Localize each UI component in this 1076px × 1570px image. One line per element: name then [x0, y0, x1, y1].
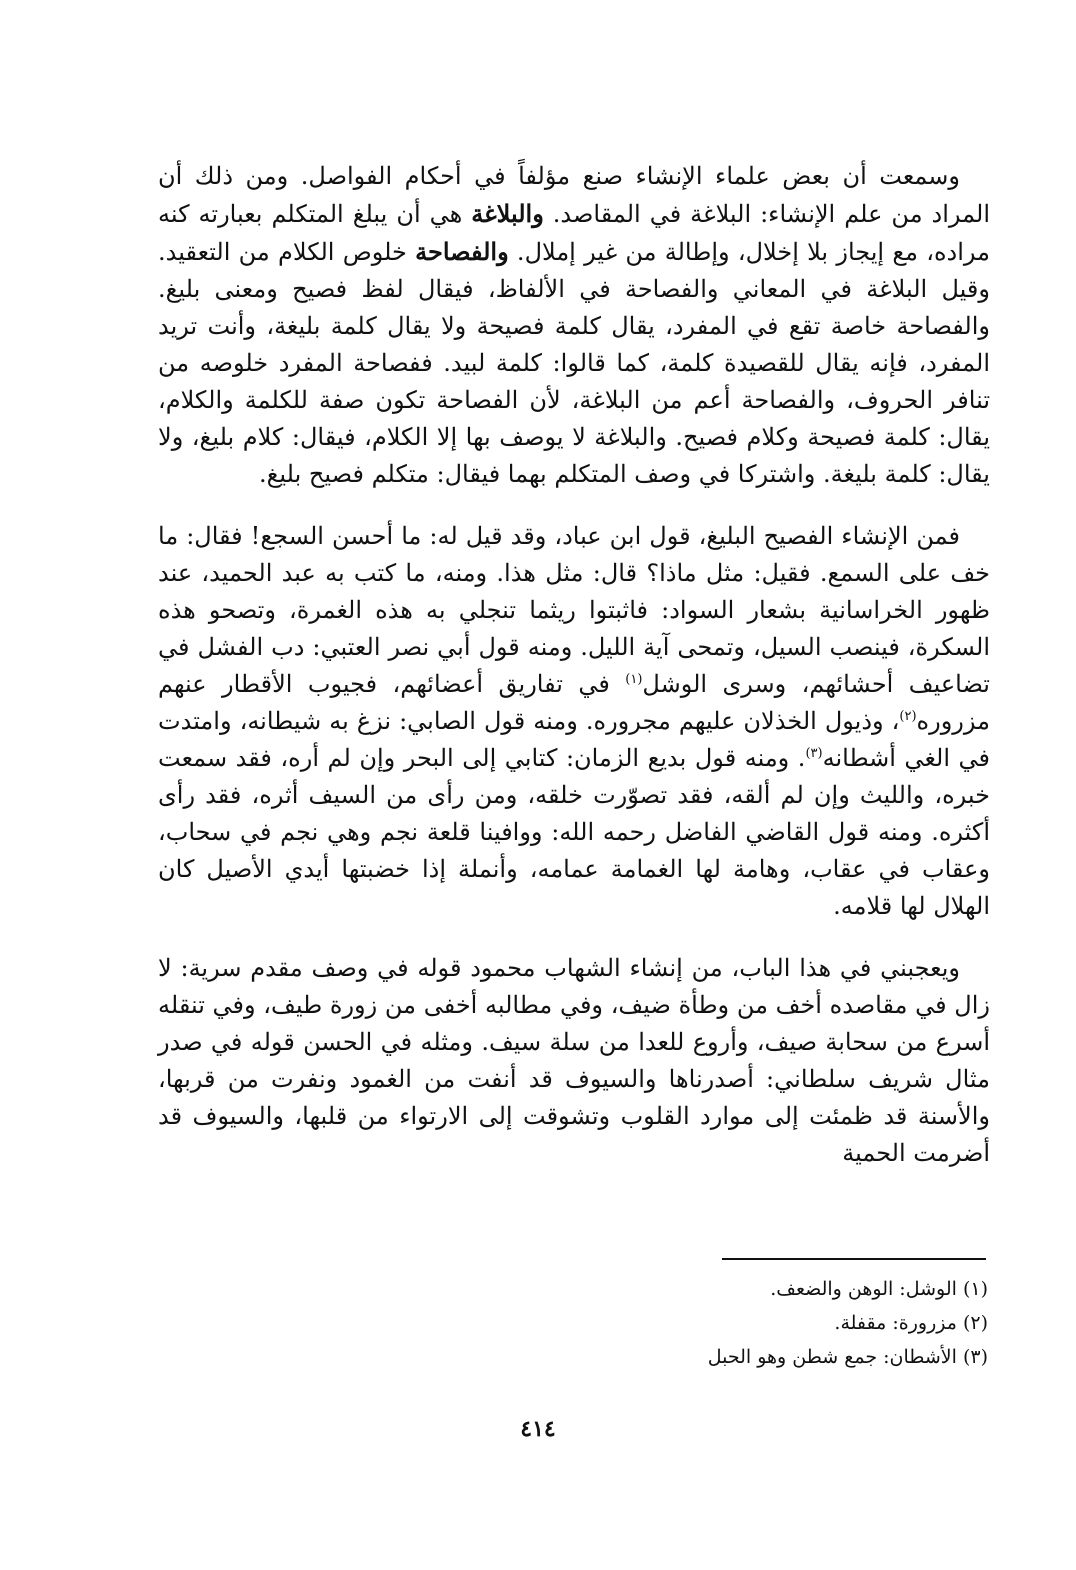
paragraph-3: [158, 950, 990, 1172]
footnote-1: (١) الوشل: الوهن والضعف.: [770, 1278, 988, 1300]
main-text: [158, 158, 990, 1172]
footnote-2: (٢) مزرورة: مقفلة.: [834, 1312, 988, 1334]
footnote-divider: [722, 1258, 986, 1260]
term-fasaha: والفصاحة: [415, 237, 509, 266]
paragraph-1: [158, 158, 990, 493]
footnote-marker-2[interactable]: (٢): [899, 709, 917, 724]
term-balagha: والبلاغة: [471, 199, 544, 228]
text-segment: فمن الإنشاء الفصيح البليغ، قول ابن عباد، وقد قيل له: ما أحسن السجع! فقال: ما خف على السمع. فقيل: مثل ماذا؟ قال: مثل هذا. ومنه، ما كتب به عبد الحميد، عند ظهور الخراسانية بشعار السواد: فاثبتوا ريثما تنجلي به هذه الغمرة، وتصحو هذه السكرة، فينصب السيل، وتمحى آية الليل. ومنه قول أبي نصر العتبي: دب الفشل في تضاعيف أحشائهم، وسرى الوشل: [158, 522, 990, 698]
footnotes: [158, 1272, 988, 1374]
footnote-marker-3[interactable]: (٣): [805, 746, 823, 761]
text-segment: ، وذيول الخذلان عليهم مجروره. ومنه قول الصابي: نزغ به شيطانه، وامتدت في الغي أشطانه: [158, 707, 991, 772]
page-number: ٤١٤: [520, 1416, 556, 1442]
footnote-3: (٣) الأشطان: جمع شطن وهو الحبل: [707, 1346, 988, 1368]
footnote-marker-1[interactable]: (١): [625, 672, 643, 687]
text-segment: هي أن يبلغ المتكلم بعبارته كنه مراده، مع إيجاز بلا إخلال، وإطالة من غير إملال.: [158, 200, 990, 266]
text-segment: خلوص الكلام من التعقيد. وقيل البلاغة في المعاني والفصاحة في الألفاظ، فيقال لفظ فصيح ومعنى بليغ. والفصاحة خاصة تقع في المفرد، يقال كلمة فصيحة ولا يقال كلمة بليغة، وأنت تريد المفرد، فإنه يقال للقصيدة كلمة، كما قالوا: كلمة لبيد. ففصاحة المفرد خلوصه من تنافر الحروف، والفصاحة أعم من البلاغة، لأن الفصاحة تكون صفة للكلمة والكلام، يقال: كلمة فصيحة وكلام فصيح. والبلاغة لا يوصف بها إلا الكلام، فيقال: كلام بليغ، ولا يقال: كلمة بليغة. واشتركا في وصف المتكلم بهما فيقال: متكلم فصيح بليغ.: [158, 238, 991, 488]
text-segment: . ومنه قول بديع الزمان: كتابي إلى البحر وإن لم أره، فقد سمعت خبره، والليث وإن لم ألقه، فقد تصوّرت خلقه، ومن رأى من السيف أثره، فقد رأى أكثره. ومنه قول القاضي الفاضل رحمه الله: ووافينا قلعة نجم وهي نجم في سحاب، وعقاب في عقاب، وهامة لها الغمامة عمامه، وأنملة إذا خضبتها أيدي الأصيل كان الهلال لها قلامه.: [158, 744, 991, 920]
text-segment: ويعجبني في هذا الباب، من إنشاء الشهاب محمود قوله في وصف مقدم سرية: لا زال في مقاصده أخف من وطأة ضيف، وفي مطالبه أخفى من زورة طيف، وفي تنقله أسرع من سحابة صيف، وأروع للعدا من سلة سيف. ومثله في الحسن قوله في صدر مثال شريف سلطاني: أصدرناها والسيوف قد أنفت من الغمود ونفرت من قربها، والأسنة قد ظمئت إلى موارد القلوب وتشوقت إلى الارتواء من قلبها، والسيوف قد أضرمت الحمية: [158, 954, 990, 1167]
paragraph-2: [158, 518, 990, 925]
text-segment: في تفاريق أعضائهم، فجيوب الأقطار عنهم مزروره: [158, 670, 990, 735]
text-segment: وسمعت أن بعض علماء الإنشاء صنع مؤلفاً في أحكام الفواصل. ومن ذلك أن المراد من علم الإنشاء: البلاغة في المقاصد.: [158, 162, 990, 228]
